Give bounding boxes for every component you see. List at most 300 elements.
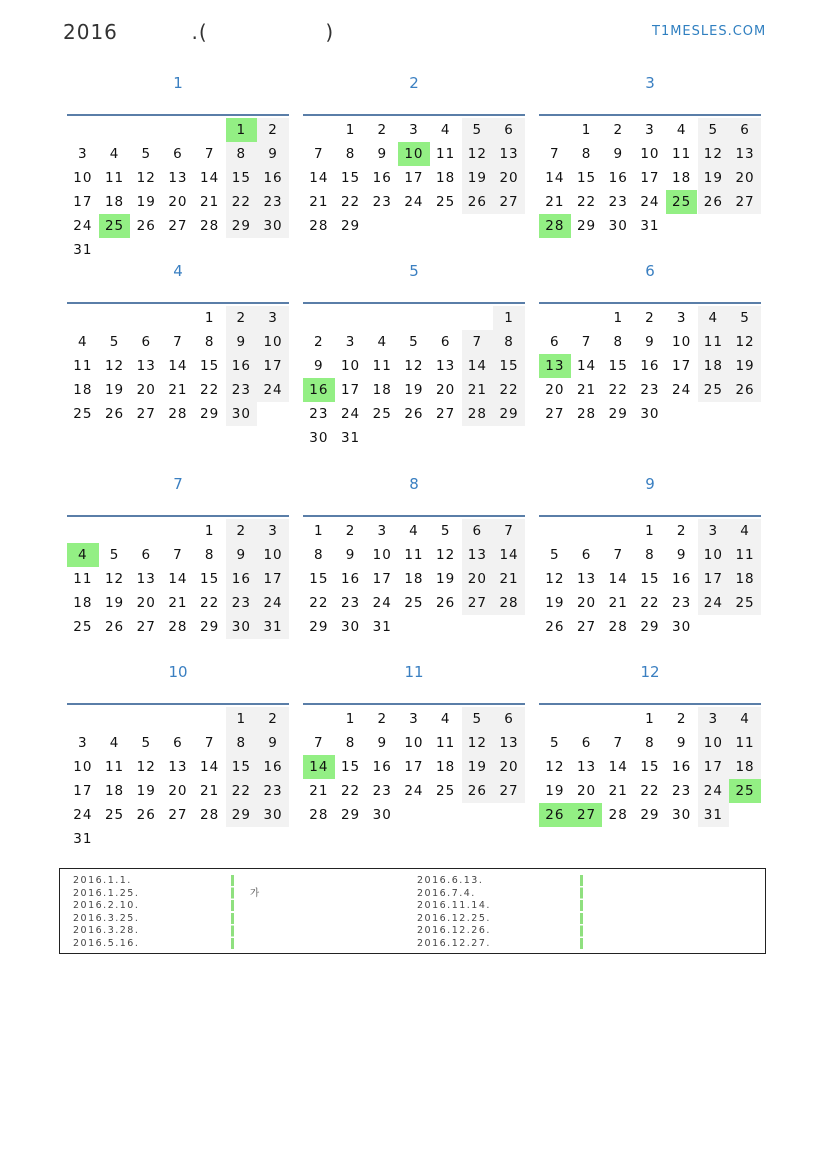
day-cell: 6 bbox=[493, 707, 525, 731]
day-cell: 16 bbox=[340, 571, 361, 587]
day-cell: 20 bbox=[493, 166, 525, 190]
legend-date: 2016.12.25. bbox=[417, 912, 491, 924]
day-cell: 22 bbox=[340, 194, 361, 210]
day-cell: 12 bbox=[729, 330, 761, 354]
day-cell: 10 bbox=[340, 358, 361, 374]
month-title: 2 bbox=[409, 74, 419, 92]
day-cell: 16 bbox=[372, 170, 392, 186]
day-cell: 3 bbox=[78, 146, 88, 162]
day-cell: 7 bbox=[204, 735, 215, 751]
day-cell: 22 bbox=[226, 190, 258, 214]
day-cell: 9 bbox=[645, 334, 655, 350]
day-cell: 12 bbox=[462, 731, 494, 755]
day-cell: 30 bbox=[672, 619, 692, 635]
day-cell: 27 bbox=[729, 190, 761, 214]
month-title: 1 bbox=[173, 74, 183, 92]
day-cell: 29 bbox=[640, 619, 660, 635]
day-cell: 11 bbox=[73, 571, 93, 587]
day-cell: 17 bbox=[73, 194, 93, 210]
day-cell: 2 bbox=[257, 118, 289, 142]
day-cell: 12 bbox=[404, 358, 424, 374]
day-cell: 24 bbox=[257, 378, 289, 402]
day-cell: 10 bbox=[698, 731, 730, 755]
legend-date: 2016.2.10. bbox=[73, 900, 140, 912]
day-cell: 23 bbox=[257, 779, 289, 803]
day-cell: 18 bbox=[436, 759, 456, 775]
day-cell: 30 bbox=[672, 807, 692, 823]
day-cell: 16 bbox=[672, 759, 692, 775]
day-cell: 14 bbox=[168, 358, 188, 374]
day-cell: 21 bbox=[309, 783, 329, 799]
day-cell: 20 bbox=[729, 166, 761, 190]
day-cell: 29 bbox=[493, 402, 525, 426]
day-cell: 18 bbox=[73, 595, 93, 611]
day-cell: 18 bbox=[372, 382, 392, 398]
day-cell: 16 bbox=[608, 170, 628, 186]
day-cell: 22 bbox=[200, 595, 220, 611]
day-cell: 2 bbox=[345, 523, 356, 539]
day-cell: 22 bbox=[576, 194, 597, 210]
month-divider bbox=[539, 703, 761, 705]
day-cell: 5 bbox=[550, 547, 560, 563]
day-cell: 17 bbox=[698, 567, 730, 591]
day-cell: 18 bbox=[436, 170, 456, 186]
day-cell: 29 bbox=[340, 218, 361, 234]
day-cell: 18 bbox=[73, 382, 93, 398]
day-cell: 15 bbox=[640, 571, 660, 587]
holiday-color-marker bbox=[231, 875, 234, 949]
day-cell: 2 bbox=[645, 310, 655, 326]
day-cell: 6 bbox=[581, 735, 592, 751]
day-cell: 18 bbox=[672, 170, 692, 186]
day-cell: 3 bbox=[257, 519, 289, 543]
day-cell: 8 bbox=[345, 735, 356, 751]
day-cell: 7 bbox=[613, 547, 624, 563]
day-cell: 30 bbox=[226, 615, 258, 639]
day-cell: 3 bbox=[257, 306, 289, 330]
day-cell: 4 bbox=[67, 543, 99, 567]
day-cell: 20 bbox=[168, 194, 188, 210]
day-cell: 13 bbox=[462, 543, 494, 567]
month-divider bbox=[303, 703, 525, 705]
day-cell: 31 bbox=[73, 242, 93, 258]
day-cell: 22 bbox=[340, 783, 361, 799]
day-cell: 27 bbox=[168, 218, 188, 234]
month-title: 7 bbox=[173, 475, 183, 493]
day-cell: 16 bbox=[257, 166, 289, 190]
day-cell: 24 bbox=[672, 382, 692, 398]
legend-holiday-name bbox=[250, 875, 261, 888]
day-cell: 16 bbox=[672, 571, 692, 587]
holiday-legend bbox=[59, 868, 766, 954]
day-cell: 2 bbox=[226, 306, 258, 330]
day-cell: 30 bbox=[372, 807, 392, 823]
day-cell: 4 bbox=[109, 146, 120, 162]
day-cell: 8 bbox=[493, 330, 525, 354]
month-divider bbox=[303, 515, 525, 517]
day-cell: 15 bbox=[226, 755, 258, 779]
day-cell: 13 bbox=[493, 142, 525, 166]
month-divider bbox=[303, 114, 525, 116]
day-cell: 15 bbox=[576, 170, 597, 186]
day-cell: 24 bbox=[73, 218, 93, 234]
day-cell: 7 bbox=[550, 146, 560, 162]
day-cell: 12 bbox=[136, 759, 156, 775]
day-cell: 15 bbox=[640, 759, 660, 775]
month-divider bbox=[67, 302, 289, 304]
day-cell: 19 bbox=[545, 595, 565, 611]
day-cell: 25 bbox=[729, 591, 761, 615]
day-cell: 21 bbox=[462, 378, 494, 402]
day-cell: 21 bbox=[168, 382, 188, 398]
day-cell: 27 bbox=[493, 779, 525, 803]
day-cell: 5 bbox=[109, 547, 120, 563]
day-cell: 13 bbox=[576, 759, 597, 775]
day-cell: 23 bbox=[672, 595, 692, 611]
day-cell: 7 bbox=[173, 547, 183, 563]
day-cell: 10 bbox=[672, 334, 692, 350]
day-cell: 20 bbox=[136, 382, 156, 398]
brand-link[interactable]: T1MESLES.COM bbox=[652, 24, 767, 39]
day-cell: 26 bbox=[698, 190, 730, 214]
day-cell: 31 bbox=[340, 430, 361, 446]
day-cell: 24 bbox=[372, 595, 392, 611]
day-cell: 25 bbox=[666, 190, 698, 214]
day-cell: 21 bbox=[608, 783, 628, 799]
day-cell: 4 bbox=[440, 711, 451, 727]
day-cell: 22 bbox=[608, 382, 628, 398]
day-cell: 22 bbox=[493, 378, 525, 402]
day-cell: 1 bbox=[204, 523, 215, 539]
day-cell: 11 bbox=[73, 358, 93, 374]
day-cell: 25 bbox=[729, 779, 761, 803]
day-cell: 16 bbox=[303, 378, 335, 402]
day-cell: 25 bbox=[404, 595, 424, 611]
day-cell: 9 bbox=[676, 547, 687, 563]
day-cell: 8 bbox=[645, 735, 655, 751]
legend-left-dates bbox=[73, 875, 139, 951]
day-cell: 1 bbox=[613, 310, 624, 326]
legend-date: 2016.3.25. bbox=[73, 912, 140, 924]
day-cell: 24 bbox=[257, 591, 289, 615]
day-cell: 19 bbox=[462, 755, 494, 779]
day-cell: 5 bbox=[141, 146, 152, 162]
day-cell: 28 bbox=[309, 218, 329, 234]
legend-date: 2016.7.4. bbox=[417, 887, 476, 899]
day-cell: 25 bbox=[436, 194, 456, 210]
legend-date: 2016.1.25. bbox=[73, 887, 140, 899]
day-cell: 26 bbox=[462, 190, 494, 214]
day-cell: 26 bbox=[729, 378, 761, 402]
day-cell: 28 bbox=[493, 591, 525, 615]
day-cell: 13 bbox=[136, 358, 156, 374]
day-cell: 23 bbox=[640, 382, 660, 398]
day-cell: 11 bbox=[729, 543, 761, 567]
day-cell: 21 bbox=[608, 595, 628, 611]
day-cell: 4 bbox=[698, 306, 730, 330]
day-cell: 14 bbox=[462, 354, 494, 378]
day-cell: 3 bbox=[645, 122, 655, 138]
day-cell: 5 bbox=[698, 118, 730, 142]
day-cell: 2 bbox=[377, 711, 388, 727]
day-cell: 5 bbox=[141, 735, 152, 751]
day-cell: 9 bbox=[613, 146, 624, 162]
day-cell: 13 bbox=[729, 142, 761, 166]
day-cell: 23 bbox=[309, 406, 329, 422]
day-cell: 22 bbox=[309, 595, 329, 611]
day-cell: 3 bbox=[78, 735, 88, 751]
legend-holiday-name: 가 bbox=[250, 887, 261, 899]
month-title: 8 bbox=[409, 475, 419, 493]
day-cell: 9 bbox=[377, 735, 388, 751]
day-cell: 25 bbox=[372, 406, 392, 422]
legend-date: 2016.11.14. bbox=[417, 900, 491, 912]
day-cell: 11 bbox=[404, 547, 424, 563]
day-cell: 8 bbox=[314, 547, 324, 563]
day-cell: 23 bbox=[257, 190, 289, 214]
day-cell: 6 bbox=[729, 118, 761, 142]
day-cell: 8 bbox=[645, 547, 655, 563]
day-cell: 28 bbox=[168, 406, 188, 422]
day-cell: 5 bbox=[409, 334, 419, 350]
day-cell: 4 bbox=[440, 122, 451, 138]
day-cell: 10 bbox=[372, 547, 392, 563]
day-cell: 23 bbox=[226, 591, 258, 615]
day-cell: 23 bbox=[340, 595, 361, 611]
day-cell: 10 bbox=[257, 330, 289, 354]
day-cell: 29 bbox=[309, 619, 329, 635]
day-cell: 31 bbox=[257, 615, 289, 639]
day-cell: 17 bbox=[73, 783, 93, 799]
day-cell: 24 bbox=[404, 783, 424, 799]
day-cell: 24 bbox=[404, 194, 424, 210]
day-cell: 9 bbox=[226, 330, 258, 354]
day-cell: 1 bbox=[645, 711, 655, 727]
day-cell: 8 bbox=[581, 146, 592, 162]
day-cell: 26 bbox=[462, 779, 494, 803]
day-cell: 11 bbox=[372, 358, 392, 374]
day-cell: 1 bbox=[345, 711, 356, 727]
day-cell: 11 bbox=[104, 170, 125, 186]
day-cell: 13 bbox=[539, 354, 571, 378]
day-cell: 26 bbox=[104, 406, 125, 422]
day-cell: 26 bbox=[136, 218, 156, 234]
day-cell: 7 bbox=[581, 334, 592, 350]
day-cell: 30 bbox=[257, 803, 289, 827]
day-cell: 11 bbox=[698, 330, 730, 354]
day-cell: 26 bbox=[436, 595, 456, 611]
day-cell: 16 bbox=[372, 759, 392, 775]
day-cell: 28 bbox=[200, 807, 220, 823]
day-cell: 23 bbox=[672, 783, 692, 799]
day-cell: 28 bbox=[539, 214, 571, 238]
legend-date: 2016.12.27. bbox=[417, 937, 491, 949]
day-cell: 2 bbox=[676, 711, 687, 727]
day-cell: 3 bbox=[377, 523, 388, 539]
day-cell: 30 bbox=[640, 406, 660, 422]
legend-holiday-name bbox=[250, 900, 261, 913]
day-cell: 26 bbox=[539, 803, 571, 827]
day-cell: 20 bbox=[493, 755, 525, 779]
day-cell: 13 bbox=[136, 571, 156, 587]
day-cell: 30 bbox=[226, 402, 258, 426]
day-cell: 14 bbox=[200, 759, 220, 775]
day-cell: 29 bbox=[576, 218, 597, 234]
day-cell: 12 bbox=[104, 571, 125, 587]
day-cell: 24 bbox=[698, 779, 730, 803]
day-cell: 24 bbox=[73, 807, 93, 823]
day-cell: 2 bbox=[257, 707, 289, 731]
day-cell: 15 bbox=[200, 358, 220, 374]
day-cell: 15 bbox=[309, 571, 329, 587]
day-cell: 20 bbox=[545, 382, 565, 398]
day-cell: 4 bbox=[78, 334, 88, 350]
day-cell: 29 bbox=[200, 619, 220, 635]
legend-date: 2016.5.16. bbox=[73, 937, 140, 949]
day-cell: 12 bbox=[104, 358, 125, 374]
day-cell: 15 bbox=[200, 571, 220, 587]
day-cell: 2 bbox=[314, 334, 324, 350]
day-cell: 1 bbox=[226, 118, 258, 142]
day-cell: 20 bbox=[576, 783, 597, 799]
day-cell: 31 bbox=[73, 831, 93, 847]
day-cell: 31 bbox=[698, 803, 730, 827]
day-cell: 11 bbox=[104, 759, 125, 775]
day-cell: 17 bbox=[257, 567, 289, 591]
day-cell: 28 bbox=[608, 619, 628, 635]
day-cell: 5 bbox=[462, 707, 494, 731]
day-cell: 14 bbox=[168, 571, 188, 587]
day-cell: 19 bbox=[436, 571, 456, 587]
day-cell: 1 bbox=[314, 523, 324, 539]
day-cell: 14 bbox=[576, 358, 597, 374]
day-cell: 6 bbox=[440, 334, 451, 350]
day-cell: 6 bbox=[462, 519, 494, 543]
month-divider bbox=[303, 302, 525, 304]
legend-left-names bbox=[250, 875, 261, 951]
day-cell: 18 bbox=[404, 571, 424, 587]
day-cell: 6 bbox=[550, 334, 560, 350]
day-cell: 23 bbox=[372, 783, 392, 799]
day-cell: 22 bbox=[200, 382, 220, 398]
day-cell: 27 bbox=[571, 803, 603, 827]
legend-date: 2016.12.26. bbox=[417, 925, 491, 937]
day-cell: 12 bbox=[436, 547, 456, 563]
day-cell: 29 bbox=[226, 214, 258, 238]
day-cell: 13 bbox=[576, 571, 597, 587]
day-cell: 12 bbox=[136, 170, 156, 186]
day-cell: 7 bbox=[613, 735, 624, 751]
month-divider bbox=[67, 703, 289, 705]
day-cell: 17 bbox=[257, 354, 289, 378]
day-cell: 28 bbox=[576, 406, 597, 422]
day-cell: 2 bbox=[676, 523, 687, 539]
day-cell: 14 bbox=[608, 571, 628, 587]
legend-date: 2016.1.1. bbox=[73, 875, 132, 886]
day-cell: 20 bbox=[168, 783, 188, 799]
month-title: 5 bbox=[409, 262, 419, 280]
day-cell: 14 bbox=[493, 543, 525, 567]
day-cell: 23 bbox=[372, 194, 392, 210]
legend-right-dates bbox=[417, 875, 491, 951]
day-cell: 1 bbox=[581, 122, 592, 138]
day-cell: 3 bbox=[345, 334, 356, 350]
day-cell: 2 bbox=[377, 122, 388, 138]
day-cell: 3 bbox=[409, 711, 419, 727]
holiday-color-marker bbox=[580, 875, 583, 949]
day-cell: 29 bbox=[340, 807, 361, 823]
day-cell: 9 bbox=[257, 731, 289, 755]
day-cell: 27 bbox=[168, 807, 188, 823]
day-cell: 25 bbox=[698, 378, 730, 402]
day-cell: 6 bbox=[173, 735, 183, 751]
day-cell: 18 bbox=[104, 194, 125, 210]
day-cell: 4 bbox=[676, 122, 687, 138]
day-cell: 2 bbox=[226, 519, 258, 543]
day-cell: 21 bbox=[309, 194, 329, 210]
month-divider bbox=[67, 114, 289, 116]
day-cell: 20 bbox=[462, 567, 494, 591]
day-cell: 11 bbox=[672, 146, 692, 162]
day-cell: 23 bbox=[608, 194, 628, 210]
day-cell: 11 bbox=[729, 731, 761, 755]
day-cell: 17 bbox=[372, 571, 392, 587]
day-cell: 10 bbox=[398, 142, 430, 166]
day-cell: 4 bbox=[109, 735, 120, 751]
day-cell: 29 bbox=[608, 406, 628, 422]
day-cell: 17 bbox=[640, 170, 660, 186]
day-cell: 13 bbox=[493, 731, 525, 755]
day-cell: 17 bbox=[404, 759, 424, 775]
day-cell: 24 bbox=[340, 406, 361, 422]
day-cell: 3 bbox=[698, 707, 730, 731]
day-cell: 8 bbox=[345, 146, 356, 162]
month-title: 3 bbox=[645, 74, 655, 92]
day-cell: 26 bbox=[404, 406, 424, 422]
day-cell: 10 bbox=[404, 735, 424, 751]
day-cell: 20 bbox=[136, 595, 156, 611]
day-cell: 1 bbox=[345, 122, 356, 138]
day-cell: 12 bbox=[698, 142, 730, 166]
day-cell: 15 bbox=[608, 358, 628, 374]
day-cell: 30 bbox=[309, 430, 329, 446]
day-cell: 21 bbox=[168, 595, 188, 611]
day-cell: 10 bbox=[257, 543, 289, 567]
day-cell: 22 bbox=[640, 783, 660, 799]
month-divider bbox=[539, 114, 761, 116]
day-cell: 25 bbox=[104, 807, 125, 823]
day-cell: 14 bbox=[608, 759, 628, 775]
day-cell: 25 bbox=[73, 619, 93, 635]
month-title: 11 bbox=[404, 663, 424, 681]
day-cell: 14 bbox=[200, 170, 220, 186]
month-title: 12 bbox=[640, 663, 660, 681]
day-cell: 4 bbox=[409, 523, 419, 539]
day-cell: 28 bbox=[200, 218, 220, 234]
legend-holiday-name bbox=[250, 925, 261, 938]
day-cell: 1 bbox=[493, 306, 525, 330]
day-cell: 3 bbox=[676, 310, 687, 326]
day-cell: 15 bbox=[493, 354, 525, 378]
day-cell: 25 bbox=[436, 783, 456, 799]
day-cell: 7 bbox=[314, 146, 324, 162]
day-cell: 6 bbox=[141, 547, 152, 563]
day-cell: 19 bbox=[104, 595, 125, 611]
day-cell: 8 bbox=[204, 334, 215, 350]
day-cell: 21 bbox=[576, 382, 597, 398]
day-cell: 17 bbox=[404, 170, 424, 186]
day-cell: 6 bbox=[141, 334, 152, 350]
